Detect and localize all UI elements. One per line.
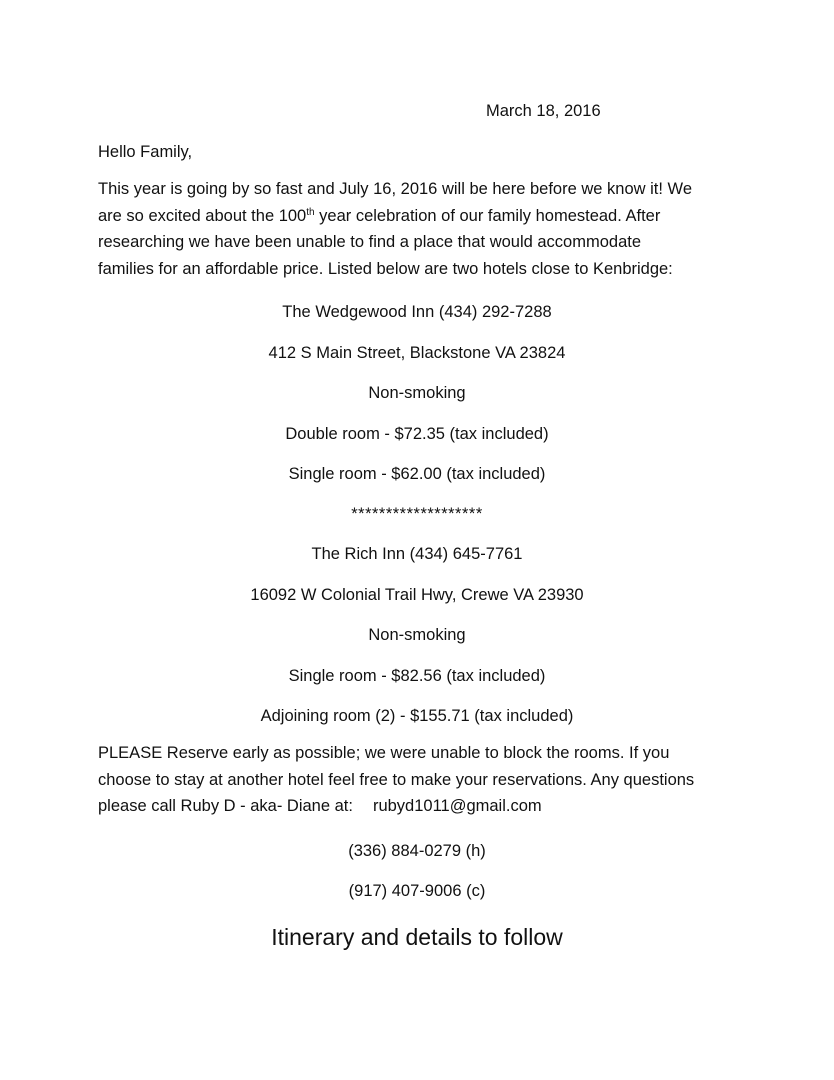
closing-line-3 [98, 793, 748, 820]
hotel1-name-phone: The Wedgewood Inn (434) 292-7288 [282, 303, 552, 321]
phone-cell: (917) 407-9006 (c) [348, 882, 486, 900]
intro-line-1: This year is going by so fast and July 16, 2016 will be here before we know it! We [98, 180, 693, 198]
hotel1-address: 412 S Main Street, Blackstone VA 23824 [268, 344, 566, 362]
closing-line-2: choose to stay at another hotel feel free to make your reservations. Any questions [98, 770, 695, 789]
greeting: Hello Family, [98, 143, 193, 161]
contact-label: please call Ruby D - aka- Diane at: [98, 797, 353, 815]
hotel1-room-1: Double room - $72.35 (tax included) [285, 425, 549, 443]
contact-email: rubyd1011@gmail.com [372, 797, 542, 815]
ordinal-suffix: th [306, 206, 315, 218]
intro-line-3: researching we have been unable to find a place that would accommodate [98, 233, 642, 251]
hotel2-name-phone: The Rich Inn (434) 645-7761 [311, 545, 523, 563]
hotel2-smoking: Non-smoking [368, 626, 466, 644]
phone-home: (336) 884-0279 (h) [348, 842, 486, 860]
hotel2-address: 16092 W Colonial Trail Hwy, Crewe VA 23930 [250, 586, 584, 604]
intro-line-2-post: year celebration of our family homestead. After [314, 206, 661, 225]
separator: ******************* [351, 505, 483, 523]
hotel2-room-1: Single room - $82.56 (tax included) [288, 667, 546, 685]
intro-line-4: families for an affordable price. Listed below are two hotels close to Kenbridge: [98, 259, 673, 278]
closing-paragraph [98, 740, 748, 820]
closing-line-1: PLEASE Reserve early as possible; we were unable to block the rooms. If you [98, 744, 670, 762]
hotel1-smoking: Non-smoking [368, 384, 466, 402]
hotel1-room-2: Single room - $62.00 (tax included) [288, 465, 546, 483]
intro-line-2 [98, 203, 748, 230]
final-note: Itinerary and details to follow [271, 924, 563, 950]
hotel2-room-2: Adjoining room (2) - $155.71 (tax included) [260, 707, 574, 725]
intro-line-2-pre: are so excited about the 100 [98, 206, 307, 225]
letter-date: March 18, 2016 [486, 102, 601, 120]
intro-paragraph [98, 176, 748, 282]
